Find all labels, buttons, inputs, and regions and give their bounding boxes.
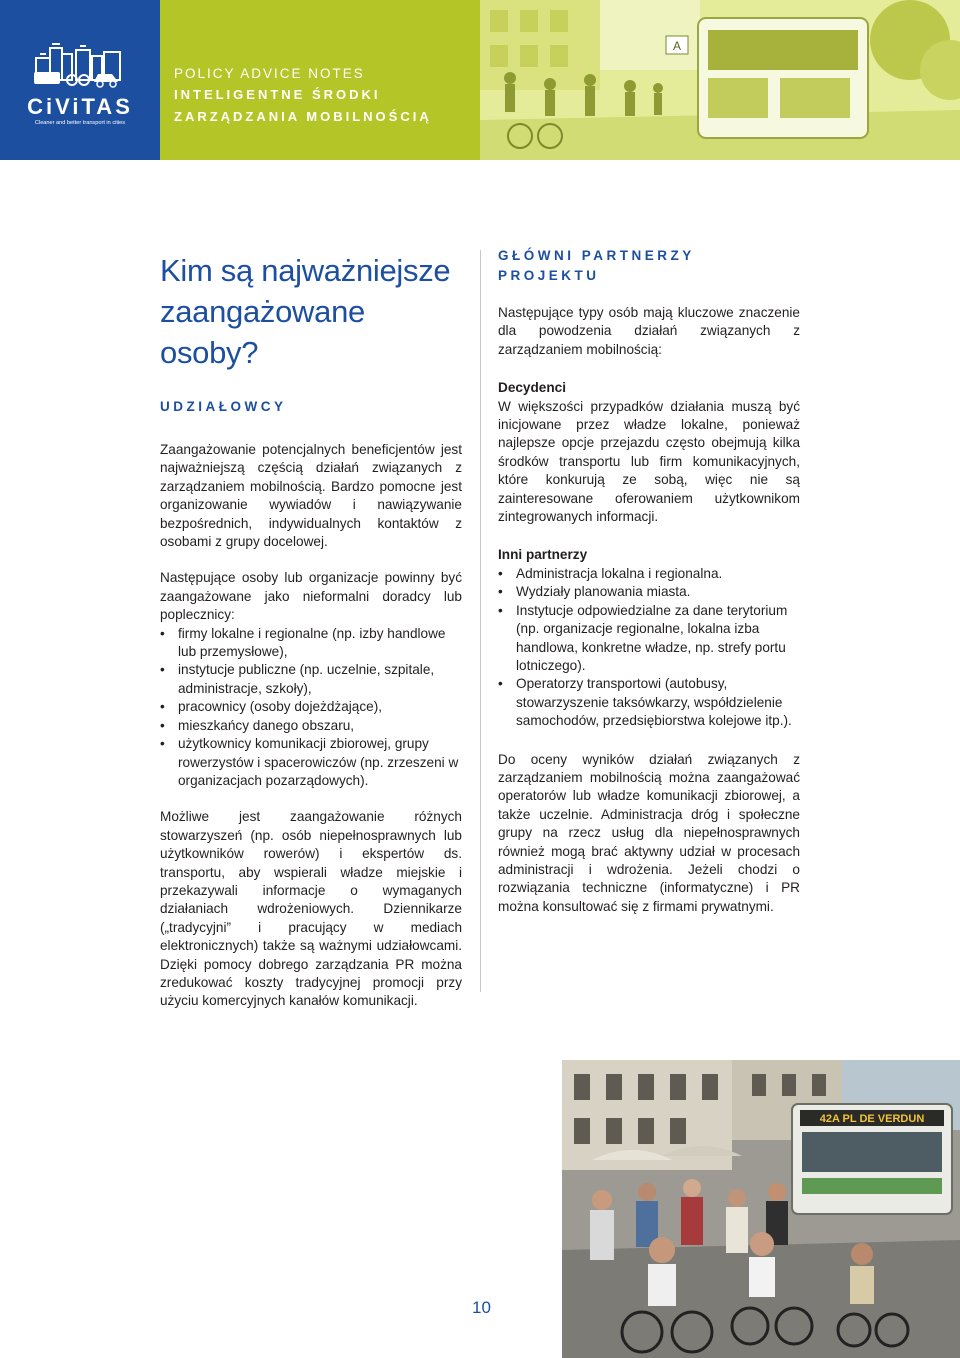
list-item: • mieszkańcy danego obszaru,	[160, 717, 462, 735]
topic-title-line1: INTELIGENTNE ŚRODKI	[174, 87, 381, 102]
page-title-line1: Kim są najważniejsze	[160, 253, 451, 288]
subheading-decision-makers: Decydenci	[498, 380, 567, 396]
list-item: • Operatorzy transportowi (autobusy, stowarzyszenie taksówkarzy, współdzielenie samochodów, przedsiębiorstwa kolejowe itp.).	[498, 675, 800, 730]
paragraph-decision-makers: W większości przypadków działania muszą być inicjowane przez władze lokalne, ponieważ najlepsze opcje przejazdu często obejmują kilka środków transportu lub firm komunikacyjnych, które konkurują ze sobą, więc nie są zainteresowane oferowaniem użytkownikom zintegrowanych informacji.	[498, 398, 800, 525]
list-item: • użytkownicy komunikacji zbiorowej, grupy rowerzystów i spacerowiczów (np. zrzeszeni w organizacjach pozarządowych).	[160, 735, 462, 790]
page-number: 10	[472, 1298, 491, 1317]
advisor-list	[160, 625, 462, 791]
list-item: • instytucje publiczne (np. uczelnie, szpitale, administracje, szkoły),	[160, 661, 462, 698]
civitas-logo	[0, 0, 160, 160]
page-title-line2: zaangażowane	[160, 294, 365, 329]
paragraph-advisors: Następujące osoby lub organizacje powinny być zaangażowane jako nieformalni doradcy lub poplecznicy:	[160, 570, 462, 623]
topic-title-line2: ZARZĄDZANIA MOBILNOŚCIĄ	[174, 109, 432, 124]
list-item: • Administracja lokalna i regionalna.	[498, 565, 800, 583]
paragraph-partners-intro: Następujące typy osób mają kluczowe znaczenie dla powodzenia działań związanych z zarządzaniem mobilnością:	[498, 305, 800, 357]
right-column	[498, 246, 800, 916]
paragraph-evaluation: Do oceny wyników działań związanych z zarządzaniem mobilnością można zaangażować operatorów lub władze komunikacji zbiorowej, a także uczelnie. Administracja dróg i społeczne grupy na rzecz usług dla niepełnosprawnych również mogą brać aktywny udział w procesach administracji i wdrożenia. Jeżeli chodzi o rozwiązania techniczne (informatyczne) i PR można konsultować się z firmami prywatnymi.	[498, 751, 800, 914]
column-divider	[480, 250, 481, 992]
paragraph-associations: Możliwe jest zaangażowanie różnych stowarzyszeń (np. osób niepełnosprawnych lub użytkowników rowerów) i ekspertów ds. transportu, aby wspierali władze miejskie i przekazywali informacje o wymaganych działaniach wdrożeniowych. Dziennikarze („tradycyjni” i pracujący w mediach elektronicznych) także są ważnymi udziałowcami. Dzięki pomocy dobrego zarządzania PR można zredukować koszty tradycyjnej promocji przy użyciu komercyjnych kanałów komunikacji.	[160, 809, 462, 1009]
logo-wordmark: CiViTAS	[27, 94, 133, 119]
page-header	[0, 0, 960, 160]
header-photo-tram	[480, 0, 960, 160]
section-heading-partners: GŁÓWNI PARTNERZY PROJEKTU	[498, 248, 695, 283]
other-partners-list	[498, 565, 800, 731]
list-item: • firmy lokalne i regionalne (np. izby handlowe lub przemysłowe),	[160, 625, 462, 662]
subheading-other-partners: Inni partnerzy	[498, 547, 588, 563]
bus-destination-sign: 42A PL DE VERDUN	[819, 1113, 925, 1125]
page-title-line3: osoby?	[160, 335, 259, 370]
list-item: • Instytucje odpowiedzialne za dane terytorium (np. organizacje regionalne, lokalna izba handlowa, konkretne władze, np. strefy portu lotniczego).	[498, 602, 800, 676]
list-item: • Wydziały planowania miasta.	[498, 583, 800, 601]
series-title: POLICY ADVICE NOTES	[174, 66, 365, 81]
page-title	[160, 250, 462, 373]
section-heading-stakeholders: UDZIAŁOWCY	[160, 399, 287, 414]
tram-sign: A	[672, 39, 682, 53]
paragraph-stakeholders-intro: Zaangażowanie potencjalnych beneficjentów jest najważniejszą częścią działań związanych z zarządzaniem mobilnością. Bardzo pomocne jest organizowanie wywiadów i nawiązywanie bezpośrednich, indywidualnych kontaktów z osobami z grupy docelowej.	[160, 442, 462, 550]
left-column	[160, 250, 462, 1011]
street-crowd-photo	[562, 1060, 960, 1358]
header-title-block	[174, 64, 432, 128]
list-item: • pracownicy (osoby dojeżdżające),	[160, 698, 462, 716]
logo-tagline: Cleaner and better transport in cities	[34, 120, 126, 126]
